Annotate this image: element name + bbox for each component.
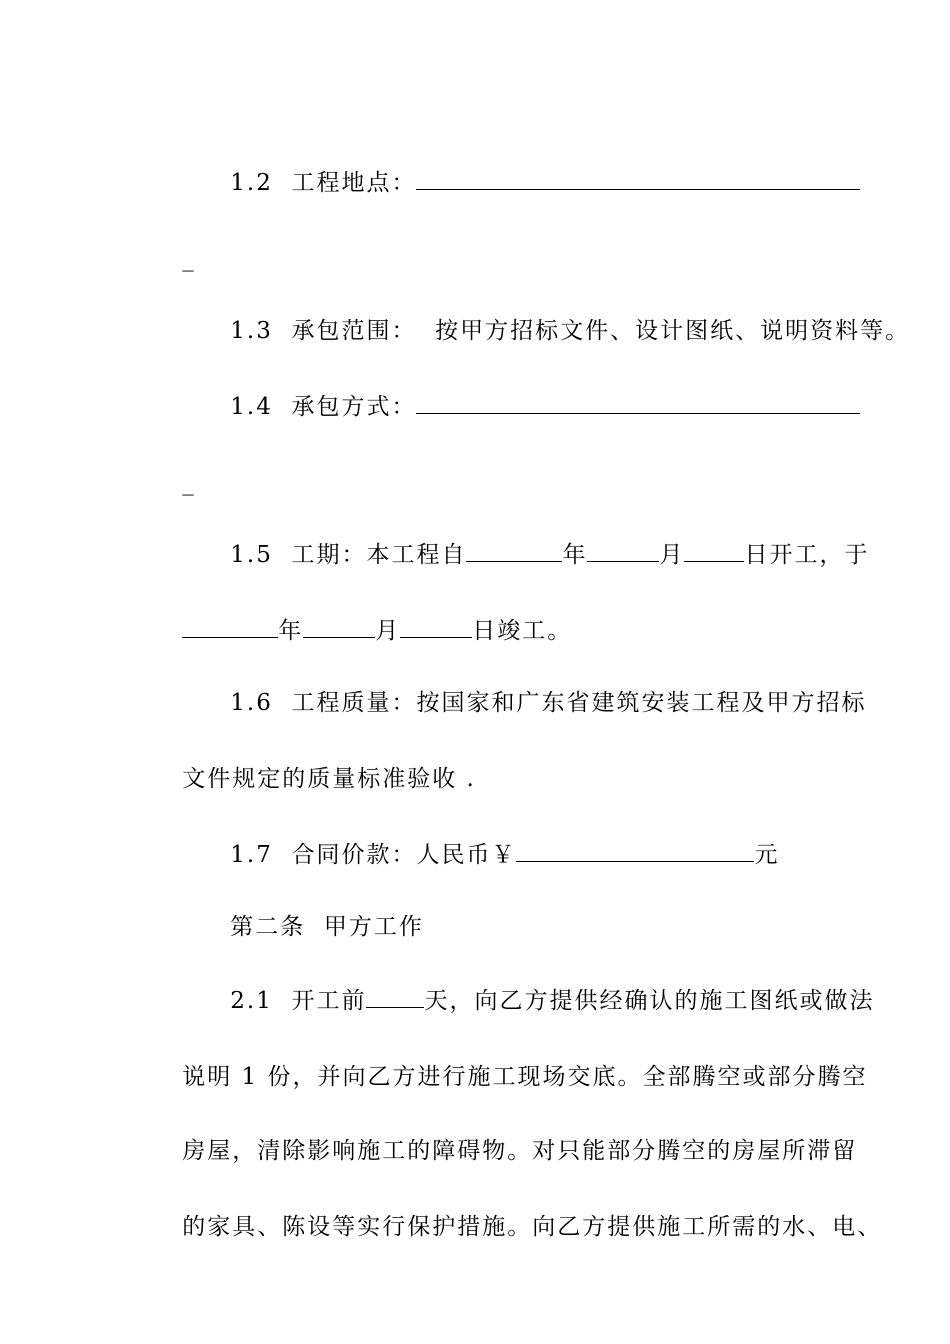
clause-1-6: 1.6 工程质量：按国家和广东省建筑安装工程及甲方招标	[230, 690, 867, 716]
clause-2-1: 2.1 开工前 天，向乙方提供经确认的施工图纸或做法	[230, 988, 875, 1014]
blank-project-location	[416, 169, 860, 190]
blank-end-day	[400, 617, 472, 638]
blank-end-year	[182, 617, 278, 638]
clause-1-2-label: 1.2 工程地点：	[230, 170, 417, 196]
clause-2-1-line-3: 房屋，清除影响施工的障碍物。对只能部分腾空的房屋所滞留	[182, 1138, 858, 1164]
article-2-heading: 第二条 甲方工作	[230, 914, 424, 940]
clause-1-4-label: 1.4 承包方式：	[230, 394, 417, 420]
blank-start-day	[684, 541, 744, 562]
clause-1-6-continuation: 文件规定的质量标准验收 .	[182, 766, 476, 792]
clause-1-4	[193, 362, 860, 452]
blank-days-before-start	[366, 987, 424, 1008]
clause-1-2	[193, 138, 860, 228]
clause-1-4-continuation: _	[182, 470, 196, 496]
blank-start-year	[466, 541, 562, 562]
blank-end-month	[303, 617, 375, 638]
clause-2-1-line-2: 说明 1 份，并向乙方进行施工现场交底。全部腾空或部分腾空	[182, 1064, 868, 1090]
blank-start-month	[587, 541, 659, 562]
clause-1-5: 1.5 工期：本工程自 年 月 日开工，于	[230, 542, 870, 568]
blank-contract-price	[516, 841, 754, 862]
clause-1-5-continuation: 年 月 日竣工。	[145, 586, 572, 676]
clause-1-7: 1.7 合同价款：人民币￥ 元	[230, 842, 780, 868]
clause-2-1-line-4: 的家具、陈设等实行保护措施。向乙方提供施工所需的水、电、	[182, 1214, 883, 1240]
clause-1-2-continuation: _	[182, 246, 196, 272]
blank-contract-method	[416, 393, 860, 414]
clause-1-3: 1.3 承包范围： 按甲方招标文件、设计图纸、说明资料等。	[230, 318, 911, 344]
